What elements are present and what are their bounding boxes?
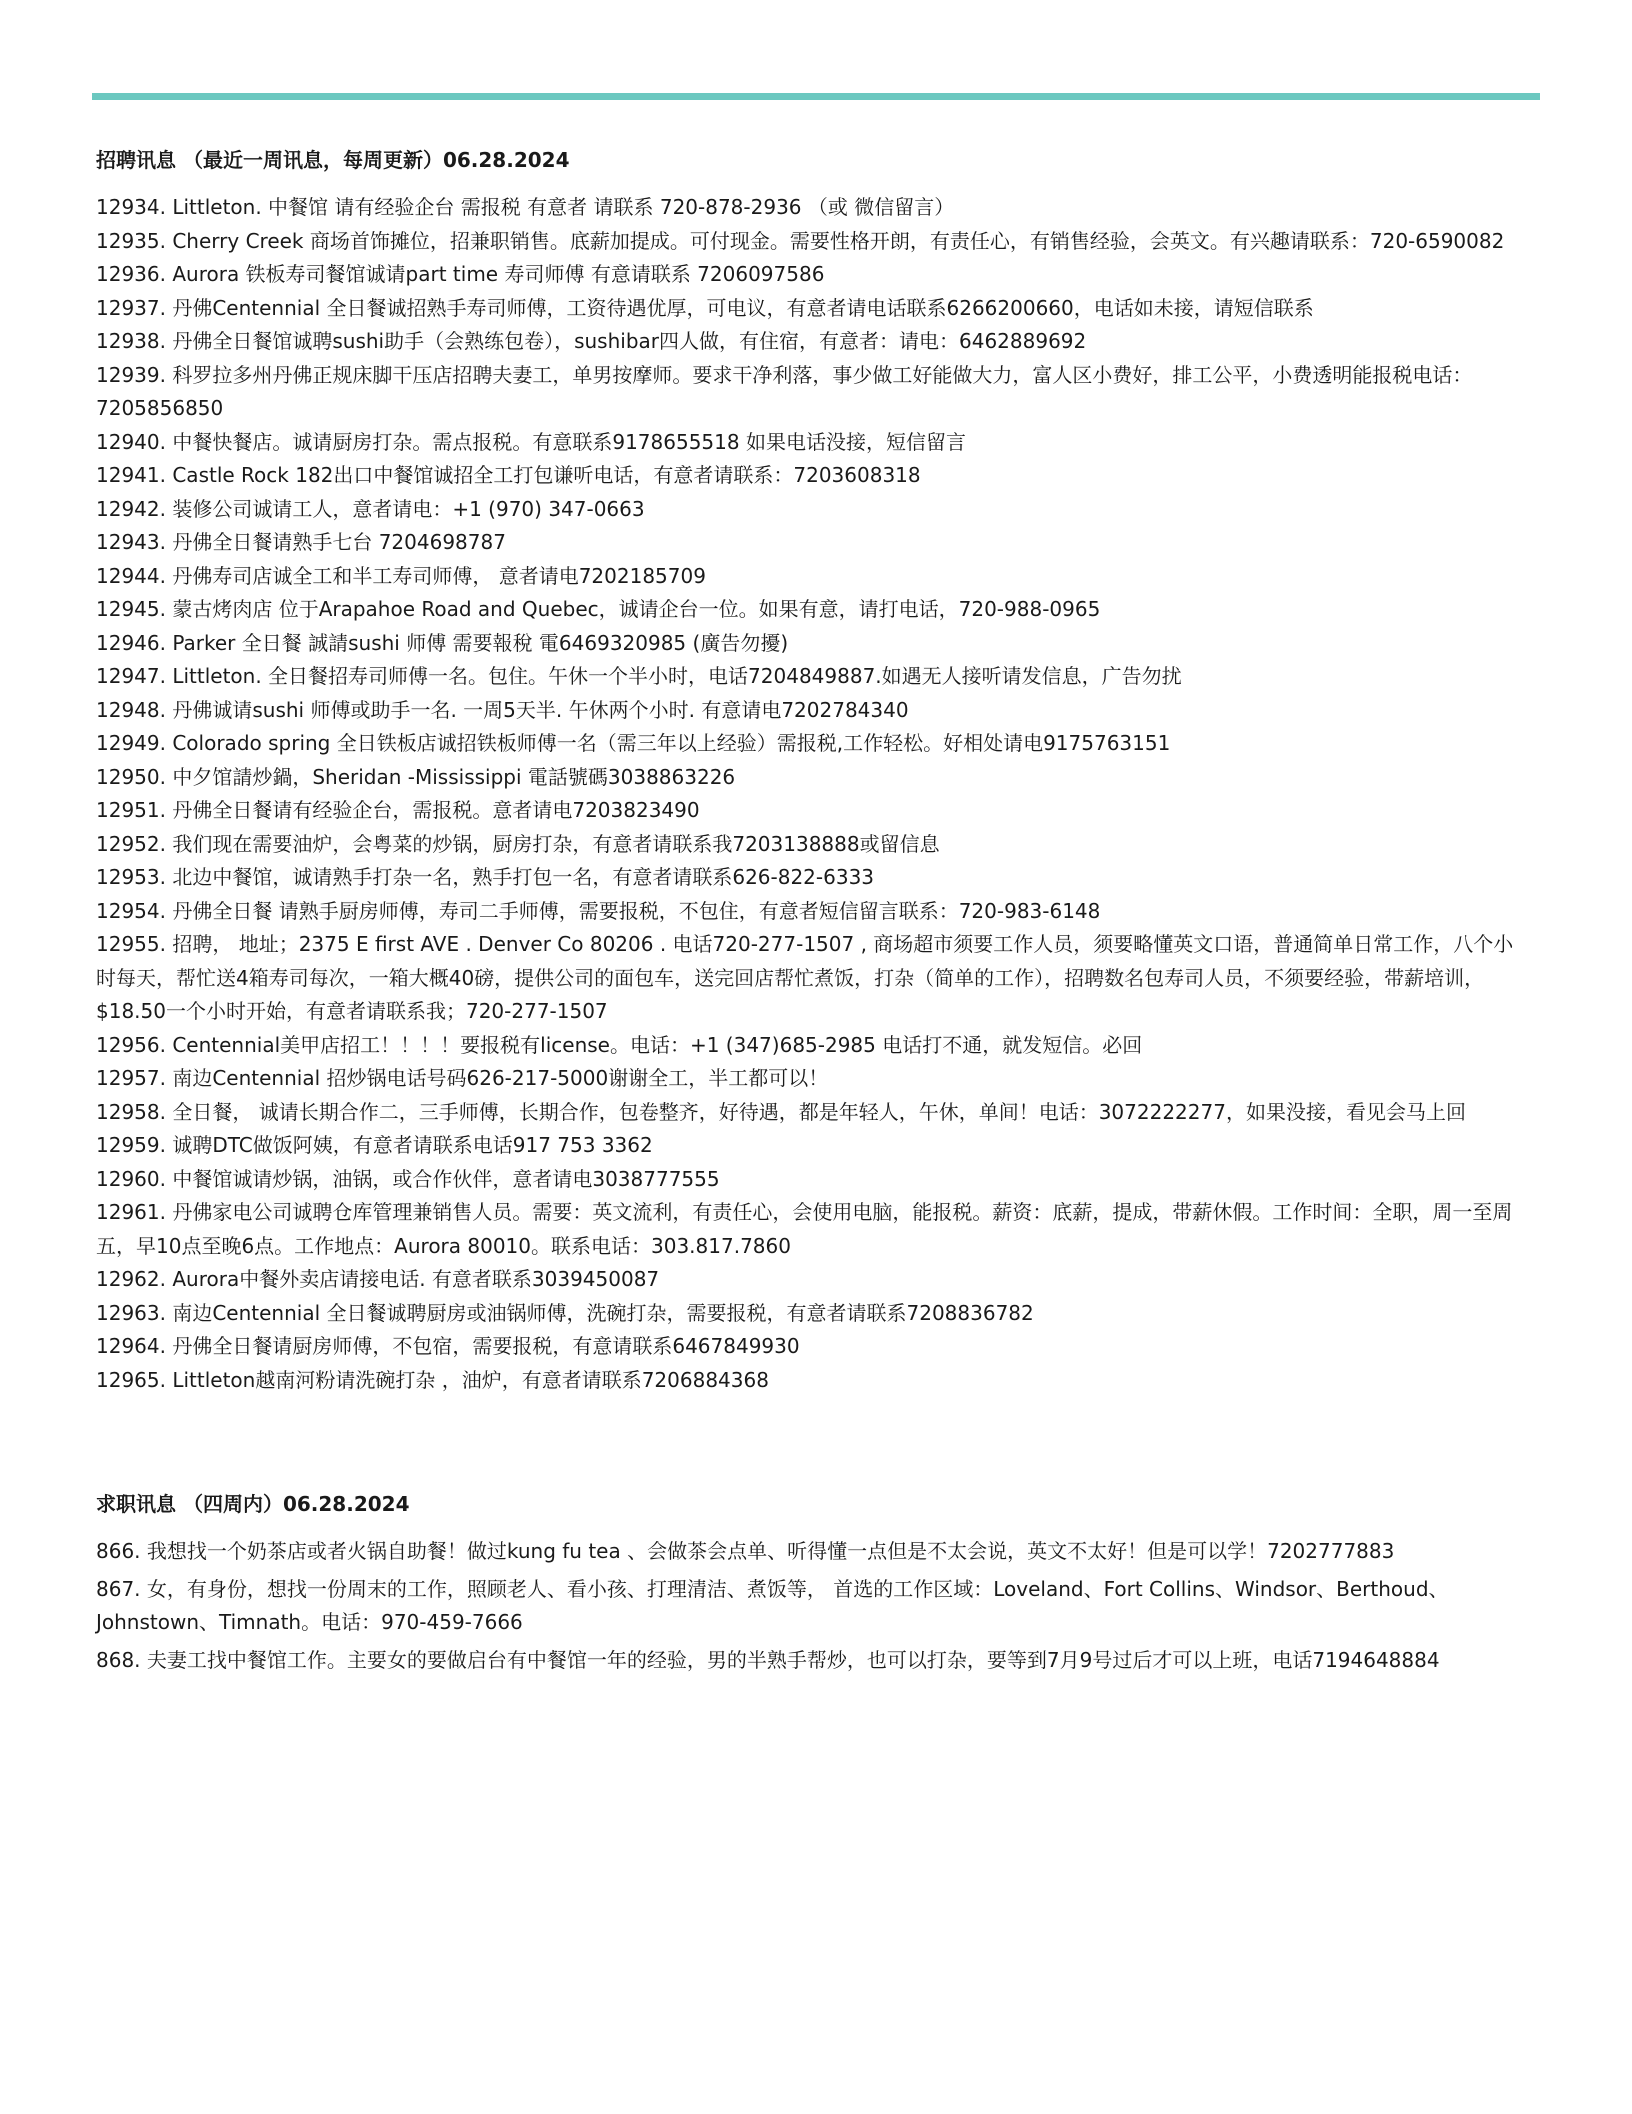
listing-text: Centennial美甲店招工！！！！要报税有license。电话：+1 (347)685-2985 电话打不通，就发短信。必回 (172, 1032, 1143, 1057)
job-listing (96, 1096, 1516, 1130)
listing-number: 12937. (96, 295, 166, 320)
listing-number: 12957. (96, 1066, 166, 1090)
job-listing (96, 627, 1516, 661)
listing-number: 12961. (96, 1200, 166, 1224)
listing-text: 夫妻工找中餐馆工作。主要女的要做启台有中餐馆一年的经验，男的半熟手帮炒，也可以打杂，要等到7月9号过后才可以上班，电话7194648884 (146, 1647, 1440, 1672)
listing-text: 丹佛诚请sushi 师傅或助手一名. 一周5天半. 午休两个小时. 有意请电7202784340 (172, 697, 909, 722)
listing-number: 12958. (96, 1099, 166, 1124)
listing-text: 招聘， 地址；2375 E first AVE . Denver Co 80206 . 电话720-277-1507 , 商场超市须要工作人员，须要略懂英文口语，普通简单日常工作，八个小时每天，帮忙送4箱寿司每次，一箱大概40磅，提供公司的面包车，送完回店帮忙煮饭，打杂（简单的工作），招聘数名包寿司人员，不须要经验，带薪培训，$18.50一个小时开始，有意者请联系我；720-277-1507 (96, 932, 1514, 1023)
job-listing (96, 225, 1516, 259)
listing-number: 12963. (96, 1300, 166, 1325)
job-listing (96, 1029, 1516, 1063)
job-listing (96, 828, 1516, 862)
listing-text: 我想找一个奶茶店或者火锅自助餐！做过kung fu tea 、会做茶会点单、听得懂一点但是不太会说，英文不太好！但是可以学！7202777883 (146, 1539, 1395, 1563)
listing-number: 12940. (96, 429, 166, 454)
job-listing (96, 1062, 1516, 1096)
job-listing (96, 359, 1516, 426)
listing-number: 868. (96, 1647, 141, 1672)
listing-number: 12954. (96, 898, 166, 923)
listing-text: 丹佛全日餐 请熟手厨房师傅，寿司二手师傅，需要报税，不包住，有意者短信留言联系：720-983-6148 (172, 898, 1101, 923)
listing-number: 12946. (96, 630, 166, 655)
listing-number: 12950. (96, 764, 166, 789)
listing-text: 中餐快餐店。诚请厨房打杂。需点报税。有意联系9178655518 如果电话没接，短信留言 (172, 429, 966, 454)
listing-number: 12936. (96, 262, 166, 286)
seeking-section-title: 求职讯息 （四周内）06.28.2024 (96, 1492, 410, 1516)
listing-text: 丹佛寿司店诚全工和半工寿司师傅， 意者请电7202185709 (172, 563, 706, 588)
section-spacer (96, 1397, 1516, 1487)
listing-number: 12962. (96, 1267, 166, 1291)
job-listing (96, 1129, 1516, 1163)
listing-number: 12947. (96, 664, 166, 688)
listing-number: 12939. (96, 362, 166, 387)
listing-number: 12959. (96, 1133, 166, 1157)
job-listing (96, 794, 1516, 828)
job-seeking-listing (96, 1535, 1516, 1569)
listing-number: 12942. (96, 496, 166, 521)
listing-number: 866. (96, 1539, 141, 1563)
listing-text: 科罗拉多州丹佛正规床脚干压店招聘夫妻工，单男按摩师。要求干净利落，事少做工好能做大力，富人区小费好，排工公平，小费透明能报税电话：7205856850 (96, 362, 1473, 420)
listing-text: Aurora中餐外卖店请接电话. 有意者联系3039450087 (172, 1267, 660, 1291)
listing-text: Parker 全日餐 誠請sushi 师傅 需要報稅 電6469320985 (廣告勿擾) (172, 630, 789, 655)
listing-text: Aurora 铁板寿司餐馆诚请part time 寿司师傅 有意请联系 7206097586 (172, 262, 825, 286)
hiring-section (96, 143, 1516, 1397)
job-listing (96, 258, 1516, 292)
listing-number: 12945. (96, 597, 166, 621)
listing-text: 蒙古烤肉店 位于Arapahoe Road and Quebec，诚请企台一位。如果有意，请打电话，720-988-0965 (172, 597, 1101, 621)
listing-text: Colorado spring 全日铁板店诚招铁板师傅一名（需三年以上经验）需报税,工作轻松。好相处请电9175763151 (172, 731, 1171, 755)
listing-text: 丹佛家电公司诚聘仓库管理兼销售人员。需要：英文流利，有责任心，会使用电脑，能报税。薪资：底薪，提成，带薪休假。工作时间：全职，周一至周五，早10点至晚6点。工作地点：Aurora 80010。联系电话：303.817.7860 (96, 1200, 1513, 1258)
job-listing (96, 1263, 1516, 1297)
listing-text: 装修公司诚请工人，意者请电：+1 (970) 347-0663 (172, 496, 645, 521)
listing-text: 女，有身份，想找一份周末的工作，照顾老人、看小孩、打理清洁、煮饭等， 首选的工作区域：Loveland、Fort Collins、Windsor、Berthoud、Johnstown、Timnath。电话：970-459-7666 (96, 1576, 1449, 1634)
listing-number: 12951. (96, 798, 166, 822)
listing-text: 北边中餐馆，诚请熟手打杂一名，熟手打包一名，有意者请联系626-822-6333 (172, 865, 875, 889)
listing-number: 12943. (96, 530, 166, 554)
listing-number: 12949. (96, 731, 166, 755)
listing-number: 12960. (96, 1166, 166, 1191)
job-listing (96, 426, 1516, 460)
job-listing (96, 727, 1516, 761)
job-listing (96, 191, 1516, 225)
listing-text: Littleton越南河粉请洗碗打杂 ，油炉，有意者请联系7206884368 (172, 1367, 769, 1392)
listing-text: 中餐馆诚请炒锅，油锅，或合作伙伴，意者请电3038777555 (172, 1166, 720, 1191)
listing-number: 12935. (96, 228, 166, 253)
listing-text: 丹佛全日餐请有经验企台，需报税。意者请电7203823490 (172, 798, 700, 822)
hiring-list (96, 191, 1516, 1397)
listing-number: 12952. (96, 831, 166, 856)
job-listing (96, 861, 1516, 895)
listing-number: 12956. (96, 1032, 166, 1057)
job-seeking-listing (96, 1644, 1516, 1678)
listing-text: 南边Centennial 全日餐诚聘厨房或油锅师傅，洗碗打杂，需要报税，有意者请联系7208836782 (172, 1300, 1034, 1325)
listing-text: 全日餐， 诚请长期合作二，三手师傅，长期合作，包卷整齐，好待遇，都是年轻人，午休，单间！电话：3072222277，如果没接，看见会马上回 (172, 1099, 1466, 1124)
job-listing (96, 895, 1516, 929)
listing-number: 12955. (96, 932, 166, 956)
job-listing (96, 560, 1516, 594)
header-divider (92, 93, 1540, 100)
listing-text: 南边Centennial 招炒锅电话号码626-217-5000谢谢全工，半工都可以！ (172, 1066, 829, 1090)
job-listing (96, 1330, 1516, 1364)
listing-number: 12964. (96, 1334, 166, 1358)
listing-number: 12941. (96, 463, 166, 487)
page-content (96, 143, 1516, 1681)
job-listing (96, 325, 1516, 359)
listing-text: 丹佛Centennial 全日餐诚招熟手寿司师傅，工资待遇优厚，可电议，有意者请电话联系6266200660，电话如未接，请短信联系 (172, 295, 1314, 320)
job-listing (96, 1364, 1516, 1398)
job-listing (96, 660, 1516, 694)
job-listing (96, 526, 1516, 560)
listing-number: 12938. (96, 329, 166, 353)
job-listing (96, 1163, 1516, 1197)
listing-text: 丹佛全日餐馆诚聘sushi助手（会熟练包卷），sushibar四人做，有住宿，有意者：请电：6462889692 (172, 329, 1087, 353)
listing-number: 12934. (96, 195, 166, 219)
job-listing (96, 1196, 1516, 1263)
listing-text: 中夕馆請炒鍋，Sheridan -Mississippi 電話號碼3038863226 (172, 764, 736, 789)
job-seeking-listing (96, 1573, 1516, 1640)
listing-text: 诚聘DTC做饭阿姨，有意者请联系电话917 753 3362 (172, 1133, 653, 1157)
job-listing (96, 761, 1516, 795)
listing-text: Littleton. 全日餐招寿司师傅一名。包住。午休一个半小时，电话7204849887.如遇无人接听请发信息，广告勿扰 (172, 664, 1182, 688)
job-listing (96, 593, 1516, 627)
listing-number: 867. (96, 1576, 141, 1601)
listing-text: 我们现在需要油炉，会粤菜的炒锅，厨房打杂，有意者请联系我7203138888或留信息 (172, 831, 940, 856)
listing-number: 12965. (96, 1367, 166, 1392)
job-listing (96, 1297, 1516, 1331)
job-listing (96, 694, 1516, 728)
listing-number: 12944. (96, 563, 166, 588)
job-listing (96, 493, 1516, 527)
listing-text: 丹佛全日餐请熟手七台 7204698787 (172, 530, 506, 554)
job-listing (96, 928, 1516, 1029)
listing-number: 12948. (96, 697, 166, 722)
seeking-list (96, 1535, 1516, 1677)
seeking-section (96, 1487, 1516, 1677)
listing-text: Littleton. 中餐馆 请有经验企台 需报税 有意者 请联系 720-878-2936 （或 微信留言） (172, 195, 955, 219)
job-listing (96, 292, 1516, 326)
listing-text: 丹佛全日餐请厨房师傅，不包宿，需要报税，有意请联系6467849930 (172, 1334, 800, 1358)
listing-text: Cherry Creek 商场首饰摊位，招兼职销售。底薪加提成。可付现金。需要性格开朗，有责任心，有销售经验，会英文。有兴趣请联系：720-6590082 (172, 228, 1505, 253)
listing-text: Castle Rock 182出口中餐馆诚招全工打包谦听电话，有意者请联系：7203608318 (172, 463, 921, 487)
listing-number: 12953. (96, 865, 166, 889)
hiring-section-title: 招聘讯息 （最近一周讯息，每周更新）06.28.2024 (96, 148, 570, 172)
job-listing (96, 459, 1516, 493)
